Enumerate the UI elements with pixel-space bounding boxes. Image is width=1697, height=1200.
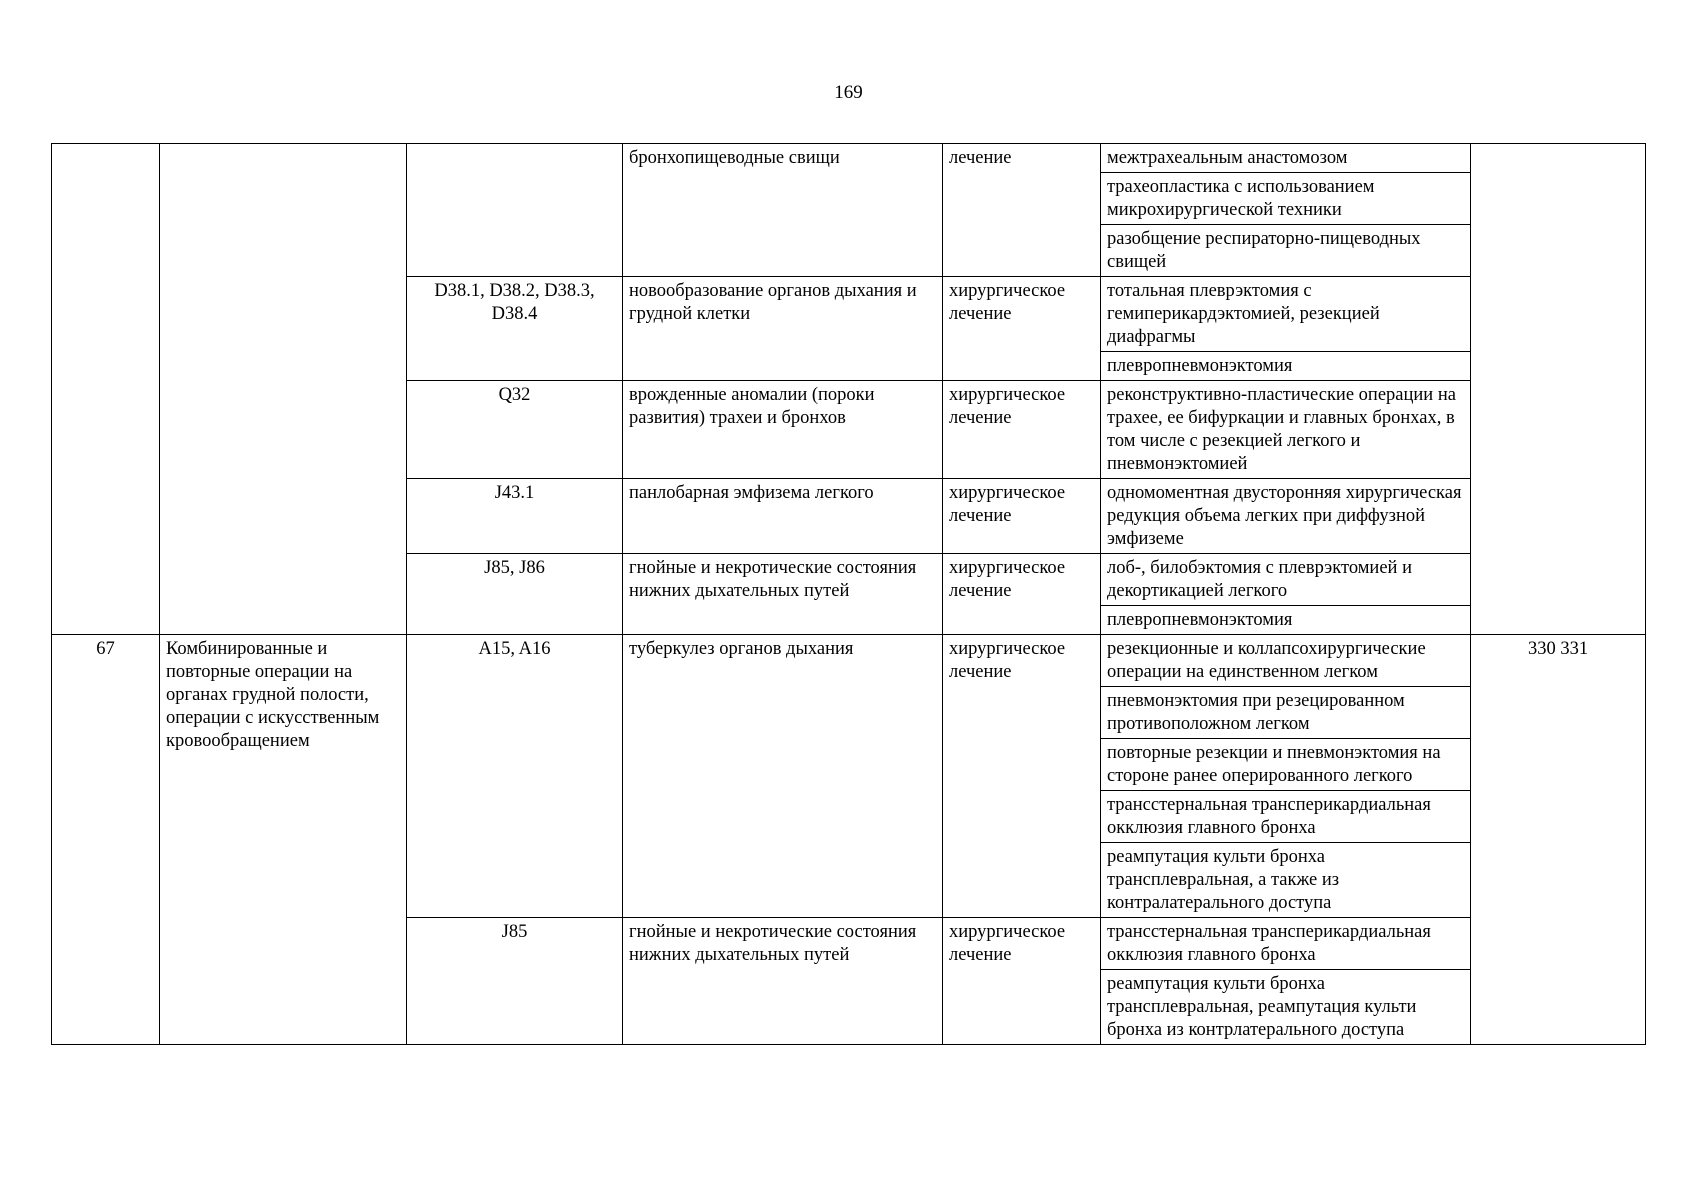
treatment-cell: хирургическое лечение [943,635,1101,918]
procedure-cell: трансстернальная трансперикардиальная окклюзия главного бронха [1101,791,1471,843]
procedure-cell: разобщение респираторно-пищеводных свищей [1101,225,1471,277]
procedure-cell: реконструктивно-пластические операции на трахее, ее бифуркации и главных бронхах, в том числе с резекцией легкого и пневмонэктомией [1101,381,1471,479]
procedure-cell: трахеопластика с использованием микрохирургической техники [1101,173,1471,225]
condition-cell: гнойные и некротические состояния нижних дыхательных путей [623,554,943,635]
group-name-cell: Комбинированные и повторные операции на органах грудной полости, операции с искусственным кровообращением [160,635,407,1045]
procedure-cell: тотальная плеврэктомия с гемиперикардэктомией, резекцией диафрагмы [1101,277,1471,352]
condition-cell: гнойные и некротические состояния нижних дыхательных путей [623,918,943,1045]
treatment-cell: хирургическое лечение [943,479,1101,554]
icd-code-cell [407,144,623,277]
table-row [52,635,1646,687]
procedure-cell: пневмонэктомия при резецированном противоположном легком [1101,687,1471,739]
procedure-cell: реампутация культи бронха трансплевральная, реампутация культи бронха из контрлатерального доступа [1101,970,1471,1045]
icd-code-cell: J85, J86 [407,554,623,635]
icd-code-cell: J85 [407,918,623,1045]
icd-code-cell: J43.1 [407,479,623,554]
treatment-cell: хирургическое лечение [943,554,1101,635]
page-number: 169 [834,82,863,103]
condition-cell: бронхопищеводные свищи [623,144,943,277]
condition-cell: врожденные аномалии (пороки развития) трахеи и бронхов [623,381,943,479]
procedure-cell: трансстернальная трансперикардиальная окклюзия главного бронха [1101,918,1471,970]
table-row [52,144,1646,173]
treatment-cell: хирургическое лечение [943,381,1101,479]
icd-code-cell: D38.1, D38.2, D38.3, D38.4 [407,277,623,381]
condition-cell: туберкулез органов дыхания [623,635,943,918]
condition-cell: новообразование органов дыхания и грудной клетки [623,277,943,381]
treatment-table [51,143,1646,1045]
treatment-cell: лечение [943,144,1101,277]
icd-code-cell: A15, A16 [407,635,623,918]
icd-code-cell: Q32 [407,381,623,479]
treatment-cell: хирургическое лечение [943,918,1101,1045]
procedure-cell: резекционные и коллапсохирургические операции на единственном легком [1101,635,1471,687]
cost-cell: 330 331 [1471,635,1646,1045]
row-number-cell: 67 [52,635,160,1045]
procedure-cell: плевропневмонэктомия [1101,606,1471,635]
cost-cell [1471,144,1646,635]
procedure-cell: плевропневмонэктомия [1101,352,1471,381]
row-number-cell [52,144,160,635]
procedure-cell: реампутация культи бронха трансплевральная, а также из контралатерального доступа [1101,843,1471,918]
treatment-cell: хирургическое лечение [943,277,1101,381]
group-name-cell [160,144,407,635]
procedure-cell: лоб-, билобэктомия с плеврэктомией и декортикацией легкого [1101,554,1471,606]
procedure-cell: одномоментная двусторонняя хирургическая редукция объема легких при диффузной эмфиземе [1101,479,1471,554]
procedure-cell: межтрахеальным анастомозом [1101,144,1471,173]
procedure-cell: повторные резекции и пневмонэктомия на стороне ранее оперированного легкого [1101,739,1471,791]
table-body [52,144,1646,1045]
condition-cell: панлобарная эмфизема легкого [623,479,943,554]
